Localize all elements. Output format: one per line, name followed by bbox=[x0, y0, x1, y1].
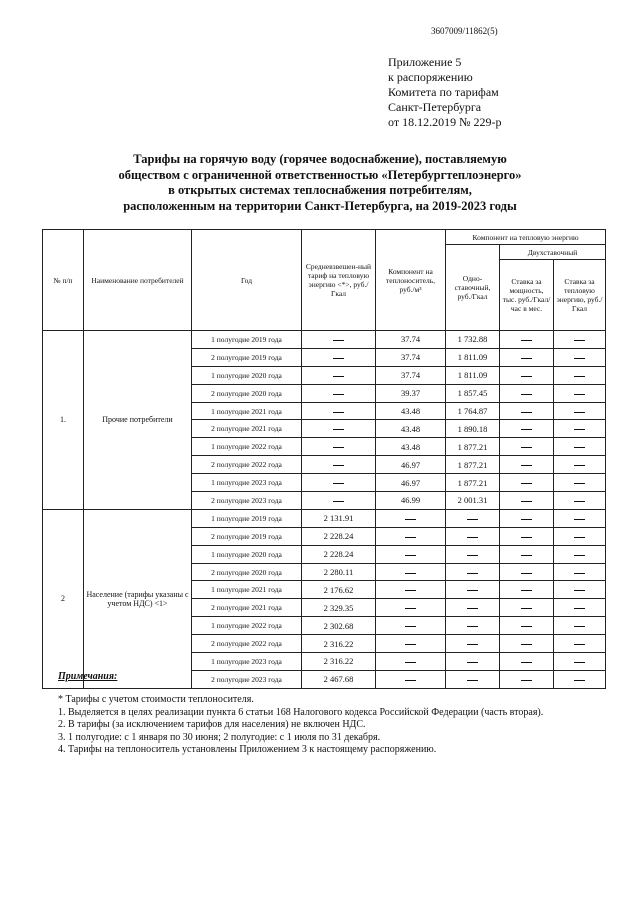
avg-tariff-cell: 2 316.22 bbox=[302, 635, 376, 653]
period-cell: 2 полугодие 2019 года bbox=[192, 348, 302, 366]
header-num: № п/п bbox=[43, 230, 84, 331]
avg-tariff-cell bbox=[302, 366, 376, 384]
header-avg-tariff: Средневзвешен-ный тариф на тепловую энергию <*>, руб./Гкал bbox=[302, 230, 376, 331]
carrier-cell bbox=[376, 527, 446, 545]
document-title bbox=[60, 152, 580, 214]
energy-cell bbox=[554, 331, 606, 349]
period-cell: 2 полугодие 2023 года bbox=[192, 670, 302, 688]
dash-mark bbox=[574, 555, 585, 556]
capacity-cell bbox=[500, 402, 554, 420]
dash-mark bbox=[521, 429, 532, 430]
period-cell: 1 полугодие 2019 года bbox=[192, 331, 302, 349]
carrier-cell: 43.48 bbox=[376, 438, 446, 456]
dash-mark bbox=[521, 465, 532, 466]
dash-mark bbox=[333, 429, 344, 430]
note-item: 4. Тарифы на теплоноситель установлены Приложением 3 к настоящему распоряжению. bbox=[58, 744, 437, 756]
capacity-cell bbox=[500, 509, 554, 527]
dash-mark bbox=[521, 608, 532, 609]
title-line: расположенным на территории Санкт-Петербурга, на 2019-2023 годы bbox=[123, 198, 517, 213]
one-rate-cell: 1 877.21 bbox=[446, 474, 500, 492]
dash-mark bbox=[521, 376, 532, 377]
avg-tariff-cell: 2 467.68 bbox=[302, 670, 376, 688]
note-item: * Тарифы с учетом стоимости теплоносителя. bbox=[58, 694, 254, 705]
dash-mark bbox=[467, 662, 478, 663]
header-year: Год bbox=[192, 230, 302, 331]
capacity-cell bbox=[500, 384, 554, 402]
one-rate-cell bbox=[446, 653, 500, 671]
energy-cell bbox=[554, 438, 606, 456]
dash-mark bbox=[333, 394, 344, 395]
carrier-cell bbox=[376, 545, 446, 563]
capacity-cell bbox=[500, 581, 554, 599]
capacity-cell bbox=[500, 617, 554, 635]
period-cell: 1 полугодие 2023 года bbox=[192, 653, 302, 671]
energy-cell bbox=[554, 348, 606, 366]
period-cell: 2 полугодие 2022 года bbox=[192, 456, 302, 474]
period-cell: 2 полугодие 2020 года bbox=[192, 384, 302, 402]
energy-cell bbox=[554, 563, 606, 581]
one-rate-cell bbox=[446, 563, 500, 581]
dash-mark bbox=[521, 537, 532, 538]
dash-mark bbox=[405, 519, 416, 520]
carrier-cell bbox=[376, 617, 446, 635]
period-cell: 1 полугодие 2020 года bbox=[192, 545, 302, 563]
dash-mark bbox=[574, 573, 585, 574]
dash-mark bbox=[521, 590, 532, 591]
one-rate-cell bbox=[446, 581, 500, 599]
energy-cell bbox=[554, 509, 606, 527]
dash-mark bbox=[467, 537, 478, 538]
dash-mark bbox=[467, 644, 478, 645]
energy-cell bbox=[554, 653, 606, 671]
energy-cell bbox=[554, 617, 606, 635]
energy-cell bbox=[554, 402, 606, 420]
capacity-cell bbox=[500, 635, 554, 653]
dash-mark bbox=[574, 483, 585, 484]
energy-cell bbox=[554, 635, 606, 653]
dash-mark bbox=[574, 519, 585, 520]
dash-mark bbox=[467, 519, 478, 520]
one-rate-cell bbox=[446, 635, 500, 653]
period-cell: 1 полугодие 2019 года bbox=[192, 509, 302, 527]
avg-tariff-cell: 2 131.91 bbox=[302, 509, 376, 527]
period-cell: 1 полугодие 2022 года bbox=[192, 617, 302, 635]
avg-tariff-cell bbox=[302, 384, 376, 402]
appendix-line: от 18.12.2019 № 229-р bbox=[388, 115, 502, 129]
period-cell: 1 полугодие 2021 года bbox=[192, 402, 302, 420]
dash-mark bbox=[574, 429, 585, 430]
dash-mark bbox=[467, 608, 478, 609]
one-rate-cell: 1 811.09 bbox=[446, 366, 500, 384]
carrier-cell: 46.97 bbox=[376, 474, 446, 492]
energy-cell bbox=[554, 366, 606, 384]
dash-mark bbox=[521, 501, 532, 502]
period-cell: 2 полугодие 2021 года bbox=[192, 420, 302, 438]
period-cell: 1 полугодие 2023 года bbox=[192, 474, 302, 492]
period-cell: 1 полугодие 2020 года bbox=[192, 366, 302, 384]
title-line: обществом с ограниченной ответственностью «Петербургтеплоэнерго» bbox=[118, 167, 522, 182]
header-capacity: Ставка за мощность, тыс. руб./Гкал/час в мес. bbox=[500, 260, 554, 331]
avg-tariff-cell bbox=[302, 331, 376, 349]
period-cell: 2 полугодие 2023 года bbox=[192, 492, 302, 510]
capacity-cell bbox=[500, 331, 554, 349]
header-one-rate: Одно-ставочный, руб./Гкал bbox=[446, 245, 500, 331]
dash-mark bbox=[333, 358, 344, 359]
table-body bbox=[43, 331, 606, 689]
dash-mark bbox=[574, 394, 585, 395]
capacity-cell bbox=[500, 492, 554, 510]
capacity-cell bbox=[500, 599, 554, 617]
avg-tariff-cell: 2 176.62 bbox=[302, 581, 376, 599]
carrier-cell: 37.74 bbox=[376, 366, 446, 384]
energy-cell bbox=[554, 599, 606, 617]
capacity-cell bbox=[500, 474, 554, 492]
dash-mark bbox=[521, 644, 532, 645]
period-cell: 1 полугодие 2022 года bbox=[192, 438, 302, 456]
one-rate-cell: 1 890.18 bbox=[446, 420, 500, 438]
dash-mark bbox=[405, 555, 416, 556]
dash-mark bbox=[574, 465, 585, 466]
one-rate-cell bbox=[446, 599, 500, 617]
dash-mark bbox=[405, 608, 416, 609]
carrier-cell: 46.99 bbox=[376, 492, 446, 510]
avg-tariff-cell bbox=[302, 456, 376, 474]
avg-tariff-cell: 2 329.35 bbox=[302, 599, 376, 617]
dash-mark bbox=[333, 376, 344, 377]
dash-mark bbox=[574, 680, 585, 681]
consumer-name: Население (тарифы указаны с учетом НДС) <1> bbox=[84, 509, 192, 688]
avg-tariff-cell bbox=[302, 438, 376, 456]
one-rate-cell: 1 877.21 bbox=[446, 438, 500, 456]
dash-mark bbox=[574, 590, 585, 591]
energy-cell bbox=[554, 545, 606, 563]
one-rate-cell: 1 857.45 bbox=[446, 384, 500, 402]
one-rate-cell: 2 001.31 bbox=[446, 492, 500, 510]
energy-cell bbox=[554, 527, 606, 545]
dash-mark bbox=[467, 573, 478, 574]
carrier-cell: 43.48 bbox=[376, 420, 446, 438]
notes-block bbox=[58, 671, 543, 757]
carrier-cell bbox=[376, 581, 446, 599]
dash-mark bbox=[574, 447, 585, 448]
capacity-cell bbox=[500, 545, 554, 563]
dash-mark bbox=[521, 662, 532, 663]
appendix-line: Комитета по тарифам bbox=[388, 85, 499, 99]
one-rate-cell: 1 877.21 bbox=[446, 456, 500, 474]
dash-mark bbox=[574, 358, 585, 359]
consumer-name: Прочие потребители bbox=[84, 331, 192, 510]
row-number: 1. bbox=[43, 331, 84, 510]
dash-mark bbox=[521, 519, 532, 520]
dash-mark bbox=[574, 608, 585, 609]
capacity-cell bbox=[500, 456, 554, 474]
energy-cell bbox=[554, 384, 606, 402]
dash-mark bbox=[333, 483, 344, 484]
avg-tariff-cell: 2 316.22 bbox=[302, 653, 376, 671]
avg-tariff-cell bbox=[302, 474, 376, 492]
dash-mark bbox=[574, 412, 585, 413]
row-number: 2 bbox=[43, 509, 84, 688]
dash-mark bbox=[405, 537, 416, 538]
one-rate-cell bbox=[446, 617, 500, 635]
carrier-cell: 43.48 bbox=[376, 402, 446, 420]
dash-mark bbox=[574, 644, 585, 645]
note-item: 3. 1 полугодие: с 1 января по 30 июня; 2 полугодие: с 1 июля по 31 декабря. bbox=[58, 731, 381, 743]
carrier-cell bbox=[376, 599, 446, 617]
tariff-table bbox=[42, 229, 606, 689]
capacity-cell bbox=[500, 563, 554, 581]
period-cell: 2 полугодие 2019 года bbox=[192, 527, 302, 545]
period-cell: 2 полугодие 2022 года bbox=[192, 635, 302, 653]
dash-mark bbox=[333, 447, 344, 448]
dash-mark bbox=[405, 573, 416, 574]
appendix-line: Санкт-Петербурга bbox=[388, 100, 482, 114]
table-row bbox=[43, 509, 606, 527]
energy-cell bbox=[554, 420, 606, 438]
dash-mark bbox=[521, 483, 532, 484]
dash-mark bbox=[521, 358, 532, 359]
period-cell: 2 полугодие 2021 года bbox=[192, 599, 302, 617]
avg-tariff-cell: 2 280.11 bbox=[302, 563, 376, 581]
header-consumer: Наименование потребителей bbox=[84, 230, 192, 331]
title-line: Тарифы на горячую воду (горячее водоснабжение), поставляемую bbox=[133, 152, 507, 166]
capacity-cell bbox=[500, 366, 554, 384]
dash-mark bbox=[467, 555, 478, 556]
carrier-cell bbox=[376, 635, 446, 653]
header-energy: Ставка за тепловую энергию, руб./Гкал bbox=[554, 260, 606, 331]
energy-cell bbox=[554, 581, 606, 599]
avg-tariff-cell: 2 228.24 bbox=[302, 545, 376, 563]
one-rate-cell: 1 811.09 bbox=[446, 348, 500, 366]
dash-mark bbox=[405, 662, 416, 663]
dash-mark bbox=[574, 340, 585, 341]
dash-mark bbox=[467, 626, 478, 627]
energy-cell bbox=[554, 670, 606, 688]
one-rate-cell bbox=[446, 545, 500, 563]
dash-mark bbox=[521, 412, 532, 413]
carrier-cell: 46.97 bbox=[376, 456, 446, 474]
header-two-rate: Двухставочный bbox=[500, 245, 606, 260]
dash-mark bbox=[574, 537, 585, 538]
dash-mark bbox=[574, 662, 585, 663]
dash-mark bbox=[574, 626, 585, 627]
one-rate-cell bbox=[446, 527, 500, 545]
carrier-cell bbox=[376, 653, 446, 671]
dash-mark bbox=[521, 340, 532, 341]
appendix-block bbox=[388, 55, 502, 130]
dash-mark bbox=[574, 376, 585, 377]
dash-mark bbox=[521, 555, 532, 556]
energy-cell bbox=[554, 492, 606, 510]
carrier-cell: 37.74 bbox=[376, 331, 446, 349]
dash-mark bbox=[333, 412, 344, 413]
header-carrier: Компонент на теплоноситель, руб./м³ bbox=[376, 230, 446, 331]
appendix-line: к распоряжению bbox=[388, 70, 473, 84]
document-number: 3607009/11862(5) bbox=[431, 26, 498, 36]
capacity-cell bbox=[500, 527, 554, 545]
dash-mark bbox=[521, 447, 532, 448]
capacity-cell bbox=[500, 420, 554, 438]
period-cell: 2 полугодие 2020 года bbox=[192, 563, 302, 581]
capacity-cell bbox=[500, 438, 554, 456]
dash-mark bbox=[521, 626, 532, 627]
dash-mark bbox=[333, 465, 344, 466]
dash-mark bbox=[521, 573, 532, 574]
carrier-cell: 37.74 bbox=[376, 348, 446, 366]
notes-title: Примечания: bbox=[58, 671, 118, 682]
avg-tariff-cell bbox=[302, 402, 376, 420]
dash-mark bbox=[405, 626, 416, 627]
period-cell: 1 полугодие 2021 года bbox=[192, 581, 302, 599]
title-line: в открытых системах теплоснабжения потребителям, bbox=[168, 183, 472, 197]
one-rate-cell bbox=[446, 509, 500, 527]
energy-cell bbox=[554, 474, 606, 492]
header-heat-group: Компонент на тепловую энергию bbox=[446, 230, 606, 245]
note-item: 2. В тарифы (за исключением тарифов для населения) не включен НДС. bbox=[58, 719, 366, 731]
carrier-cell bbox=[376, 509, 446, 527]
capacity-cell bbox=[500, 348, 554, 366]
carrier-cell: 39.37 bbox=[376, 384, 446, 402]
energy-cell bbox=[554, 456, 606, 474]
dash-mark bbox=[467, 590, 478, 591]
note-item: 1. Выделяется в целях реализации пункта 6 статьи 168 Налогового кодекса Российской Федерации (часть вторая). bbox=[58, 706, 544, 718]
dash-mark bbox=[333, 340, 344, 341]
avg-tariff-cell bbox=[302, 492, 376, 510]
dash-mark bbox=[574, 501, 585, 502]
dash-mark bbox=[521, 394, 532, 395]
dash-mark bbox=[405, 590, 416, 591]
avg-tariff-cell bbox=[302, 348, 376, 366]
dash-mark bbox=[405, 644, 416, 645]
avg-tariff-cell bbox=[302, 420, 376, 438]
appendix-line: Приложение 5 bbox=[388, 55, 462, 69]
table-row bbox=[43, 331, 606, 349]
avg-tariff-cell: 2 228.24 bbox=[302, 527, 376, 545]
capacity-cell bbox=[500, 653, 554, 671]
one-rate-cell: 1 764.87 bbox=[446, 402, 500, 420]
carrier-cell bbox=[376, 563, 446, 581]
avg-tariff-cell: 2 302.68 bbox=[302, 617, 376, 635]
dash-mark bbox=[333, 501, 344, 502]
one-rate-cell: 1 732.88 bbox=[446, 331, 500, 349]
